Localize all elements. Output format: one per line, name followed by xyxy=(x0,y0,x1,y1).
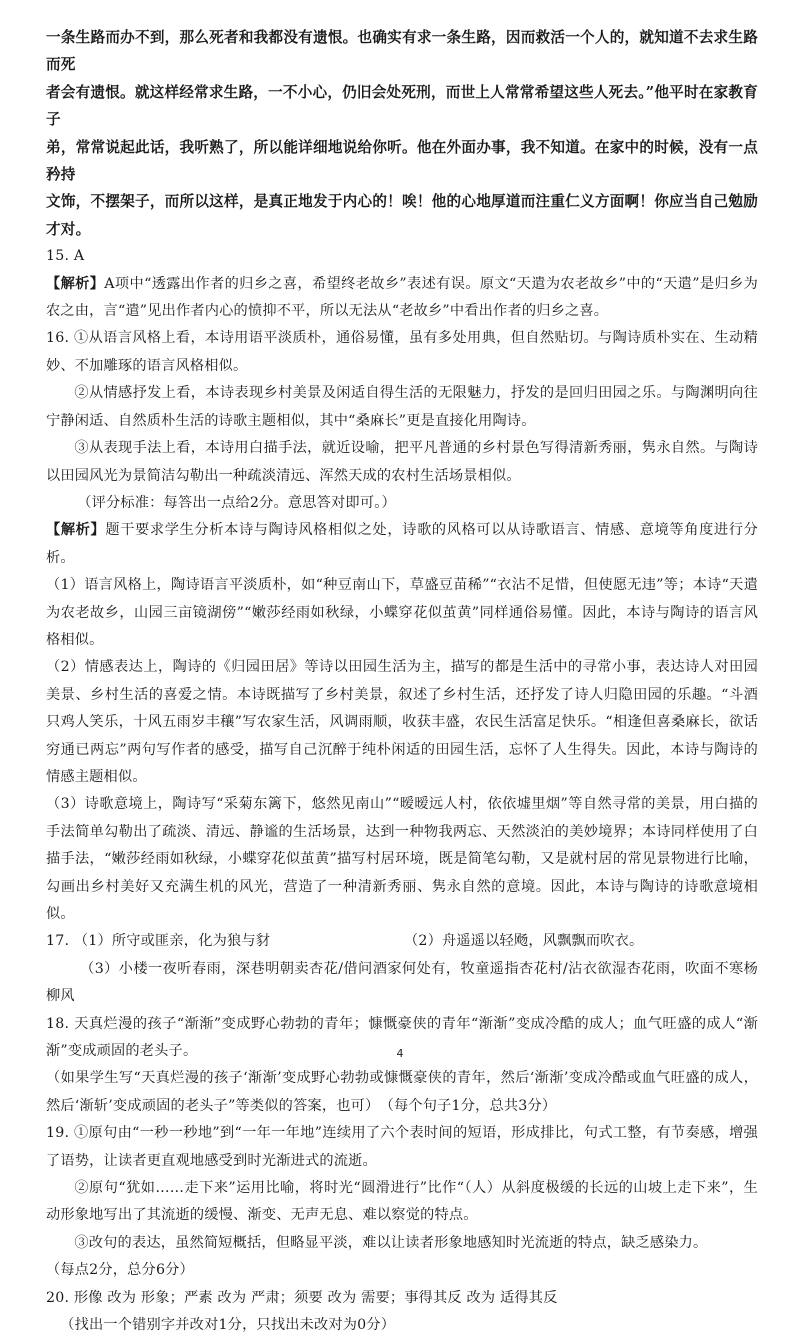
q16-scoring: （评分标准：每答出一点给2分。意思答对即可。） xyxy=(77,494,396,511)
translation-line: 文饰，不摆架子，而所以这样，是真正地发于内心的！唉！他的心地厚道而注重仁义方面啊！你应当自己勉励才对。 xyxy=(46,193,758,238)
q19-point-3: ③改句的表达，虽然简短概括，但略显平淡，难以让读者形象地感知时光流逝的特点，缺乏感染力。 xyxy=(74,1234,708,1251)
q17-answer-3: （3）小楼一夜听春雨，深巷明朝卖杏花/借问酒家何处有，牧童遥指杏花村/沾衣欲湿杏花雨，吹面不寒杨柳风 xyxy=(46,960,758,1005)
analysis-tag: 【解析】 xyxy=(46,522,106,539)
answer-page xyxy=(46,24,758,1340)
q15-answer: 15. A xyxy=(46,248,85,265)
q15-analysis xyxy=(46,271,758,326)
q16-point-1: 16. ①从语言风格上看，本诗用语平淡质朴，通俗易懂，虽有多处用典，但自然贴切。与陶诗质朴实在、生动精妙、不加雕琢的语言风格相似。 xyxy=(46,330,758,374)
q20-scoring: （找出一个错别字并改对1分，只找出未改对为0分） xyxy=(60,1317,396,1334)
q20-answer: 20. 形像 改为 形象；严素 改为 严肃；须要 改为 需要；事得其反 改为 适得其反 xyxy=(46,1289,558,1306)
q16-analysis xyxy=(46,517,758,572)
q19-scoring: （每点2分，总分6分） xyxy=(46,1262,194,1279)
q17-row xyxy=(46,928,758,955)
q16-analysis-3: （3）诗歌意境上，陶诗写“采菊东篱下，悠然见南山”“暧暧远人村，依依墟里烟”等自然寻常的美景，用白描的手法简单勾勒出了疏淡、清远、静谧的生活场景，达到一种物我两忘、天然淡泊的美妙境界；本诗同样使用了白描手法，“嫩莎经雨如秋绿，小蝶穿花似茧黄”描写村居环境，既是简笔勾勒，又是就村居的常见景物进行比喻，勾画出乡村美好又充满生机的风光，营造了一种清新秀丽、隽永自然的意境。因此，本诗与陶诗的诗歌意境相似。 xyxy=(46,796,758,922)
q18-note: （如果学生写“天真烂漫的孩子‘渐渐’变成野心勃勃或慷慨豪侠的青年，然后‘渐渐’变成冷酷或血气旺盛的成人，然后‘渐斩’变成顽固的老头子”等类似的答案，也可） （每个句子1分，总共3分） xyxy=(46,1070,758,1114)
q16-point-3: ③从表现手法上看，本诗用白描手法，就近设喻，把平凡普通的乡村景色写得清新秀丽，隽永自然。与陶诗以田园风光为景简洁勾勒出一种疏淡清远、浑然天成的农村生活场景相似。 xyxy=(46,440,758,484)
q19-point-2: ②原句“犹如……走下来”运用比喻，将时光“圆滑进行”比作“（人）从斜度极缓的长远的山坡上走下来”，生动形象地写出了其流逝的缓慢、渐变、无声无息、难以察觉的特点。 xyxy=(46,1180,758,1224)
q16-point-2: ②从情感抒发上看，本诗表现乡村美景及闲适自得生活的无限魅力，抒发的是回归田园之乐。与陶渊明向往宁静闲适、自然质朴生活的诗歌主题相似，其中“桑麻长”更是直接化用陶诗。 xyxy=(46,385,758,429)
q16-analysis-text: 题干要求学生分析本诗与陶诗风格相似之处，诗歌的风格可以从诗歌语言、情感、意境等角度进行分析。 xyxy=(46,522,758,566)
q18-answer: 18. 天真烂漫的孩子“渐渐”变成野心勃勃的青年；慷慨豪侠的青年“渐渐”变成冷酷的成人；血气旺盛的成人“渐渐”变成顽固的老头子。 xyxy=(46,1015,758,1060)
q16-analysis-2: （2）情感表达上，陶诗的《归园田居》等诗以田园生活为主，描写的都是生活中的寻常小事，表达诗人对田园美景、乡村生活的喜爱之情。本诗既描写了乡村美景，叙述了乡村生活，还抒发了诗人归隐田园的乐趣。“斗酒只鸡人笑乐，十风五雨岁丰穰”写农家生活，风调雨顺，收获丰盛，农民生活富足快乐。“相逢但喜桑麻长，欲话穷通已两忘”两句写作者的感受，描写自己沉醉于纯朴闲适的田园生活，忘怀了人生得失。因此，本诗与陶诗的情感主题相似。 xyxy=(46,659,758,785)
translation-line: 一条生路而办不到，那么死者和我都没有遗恨。也确实有求一条生路，因而救活一个人的，就知道不去求生路而死 xyxy=(46,29,758,74)
q17-answer-1: 17. （1）所守或匪亲，化为狼与豺 xyxy=(46,933,271,950)
q16-analysis-1: （1）语言风格上，陶诗语言平淡质朴，如“种豆南山下，草盛豆苗稀”“衣沾不足惜，但使愿无违”等；本诗“天遣为农老故乡，山园三亩镜湖傍”“嫩莎经雨如秋绿，小蝶穿花似茧黄”同样通俗易懂。因此，本诗与陶诗的语言风格相似。 xyxy=(46,577,758,648)
q19-point-1: 19. ①原句由“一秒一秒地”到“一年一年地”连续用了六个表时间的短语，形成排比，句式工整，有节奏感，增强了语势，让读者更直观地感受到时光渐进式的流逝。 xyxy=(46,1125,758,1169)
q17-answer-2: （2）舟遥遥以轻飏，风飘飘而吹衣。 xyxy=(404,933,644,950)
q15-analysis-text: A项中“透露出作者的归乡之喜，希望终老故乡”表述有误。原文“天遣为农老故乡”中的“天遣”是归乡为农之由，言“遣”见出作者内心的愤抑不平，所以无法从“老故乡”中看出作者的归乡之喜。 xyxy=(46,275,758,320)
translation-line: 弟，常常说起此话，我听熟了，所以能详细地说给你听。他在外面办事，我不知道。在家中的时候，没有一点矜持 xyxy=(46,138,758,184)
translation-block xyxy=(46,24,758,243)
page-number: 4 xyxy=(396,1047,404,1060)
analysis-tag: 【解析】 xyxy=(46,275,105,292)
translation-line: 者会有遗恨。就这样经常求生路，一不小心，仍旧会处死刑，而世上人常常希望这些人死去。”他平时在家教育子 xyxy=(46,83,758,129)
